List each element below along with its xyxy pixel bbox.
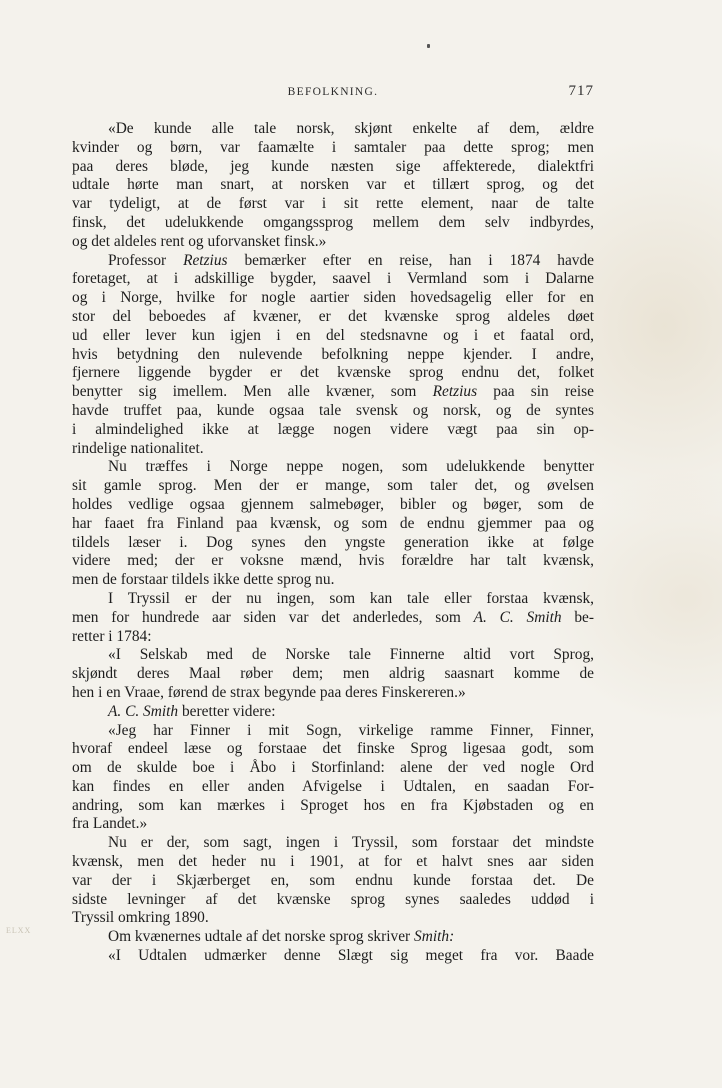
text-line: kvinder og børn, var faamælte i samtaler paa dette sprog; men	[72, 138, 594, 156]
text-line: «Jeg har Finner i mit Sogn, virkelige ramme Finner, Finner,	[108, 721, 594, 739]
text-line: sit gamle sprog. Men der er mange, som taler det, og øvelsen	[72, 477, 594, 495]
text-line: rindelige nationalitet.	[72, 439, 204, 457]
text-line: kan findes en eller anden Afvigelse i Udtalen, en saadan For-	[72, 777, 594, 795]
text-line: udtale hørte man snart, at norsken var et tillært sprog, og det	[72, 176, 594, 194]
text-line: ud eller lever kun igjen i en del stedsnavne og i et faatal ord,	[72, 326, 594, 344]
text-line: var der i Skjærberget en, som endnu kunde forstaa det. De	[72, 871, 594, 889]
text-line: «De kunde alle tale norsk, skjønt enkelte af dem, ældre	[108, 120, 594, 137]
italic-name: A. C. Smith	[473, 608, 562, 626]
text-run: paa sin reise	[477, 383, 594, 401]
text-line: Tryssil omkring 1890.	[72, 909, 209, 927]
text-line: tildels læser i. Dog synes den yngste generation ikke at følge	[72, 533, 594, 551]
text-line: og det aldeles rent og uforvansket finsk.»	[72, 232, 327, 250]
running-head	[72, 84, 594, 102]
text-line: i almindelighed ikke at lægge nogen videre vægt paa sin op-	[72, 420, 594, 438]
italic-name: Smith:	[414, 928, 455, 946]
text-run: Professor	[108, 251, 184, 269]
text-line: videre med; der er voksne mænd, hvis forældre har talt kvænsk,	[72, 552, 594, 570]
text-line: om de skulde boe i Åbo i Storfinland: alene der ved nogle Ord	[72, 759, 594, 777]
italic-name: Retzius	[183, 251, 228, 269]
text-line	[72, 928, 594, 947]
text-line: andring, som kan mærkes i Sproget hos en fra Kjøbstaden og en	[72, 796, 594, 814]
text-line: har faaet fra Finland paa kvænsk, og som de endnu gjemmer paa og	[72, 514, 594, 532]
page-number: 717	[568, 83, 594, 99]
text-line: retter i 1784:	[72, 627, 152, 645]
text-run: be-	[561, 608, 594, 626]
text-line: kvænsk, men det heder nu i 1901, at for et halvt snes aar siden	[72, 853, 594, 871]
text-line: men de forstaar tildels ikke dette sprog nu.	[72, 571, 335, 589]
text-run: Om kvænernes udtale af det norske sprog skriver	[108, 928, 415, 946]
text-line: sidste levninger af det kvænske sprog synes saaledes uddød i	[72, 890, 594, 908]
running-head-title: BEFOLKNING.	[287, 86, 379, 98]
margin-mark: ELXX	[6, 926, 32, 935]
text-line: fra Landet.»	[72, 815, 148, 833]
text-line: skjøndt deres Maal røber dem; men aldrig saasnart komme de	[72, 665, 594, 683]
text-line: hen i en Vraae, førend de strax begynde paa deres Finskereren.»	[72, 683, 466, 701]
text-line	[72, 383, 594, 402]
text-line: var tydeligt, at de først var i sit rette element, naar de talte	[72, 195, 594, 213]
text-run: beretter videre:	[178, 702, 276, 720]
text-run: benytter sig imellem. Men alle kvæner, som	[72, 383, 433, 401]
text-line: stor del beboedes af kvæner, er det kvænske sprog aldeles døet	[72, 307, 594, 325]
text-line: og i Norge, hvilke for nogle aartier siden hovedsagelig eller for en	[72, 289, 594, 307]
text-line: havde truffet paa, kunde ogsaa tale svensk og norsk, og de syntes	[72, 401, 594, 419]
text-run: bemærker efter en reise, han i 1874 havde	[227, 251, 594, 269]
italic-name: Retzius	[432, 383, 478, 401]
text-line: paa deres bløde, jeg kunde næsten sige affekterede, dialektfri	[72, 157, 594, 175]
text-line: finsk, det udelukkende omgangssprog mellem dem selv indbyrdes,	[72, 213, 594, 231]
text-line: hvoraf endeel læse og forstaae det finske Sprog ligesaa godt, som	[72, 740, 594, 758]
text-line: «I Udtalen udmærker denne Slægt sig meget fra vor. Baade	[108, 947, 594, 965]
body-text	[72, 120, 594, 966]
text-line: fjernere liggende bygder er det kvænske sprog endnu det, folket	[72, 364, 594, 382]
text-line: hvis betydning den nulevende befolkning neppe kjender. I andre,	[72, 345, 594, 363]
text-line: Nu er der, som sagt, ingen i Tryssil, som forstaar det mindste	[108, 834, 594, 852]
text-line: «I Selskab med de Norske tale Finnerne altid vort Sprog,	[108, 646, 594, 664]
text-line	[72, 609, 594, 628]
text-line: I Tryssil er der nu ingen, som kan tale eller forstaa kvænsk,	[108, 589, 594, 607]
text-line: holdes vedlige ogsaa gjennem salmebøger, bibler og bøger, som de	[72, 495, 594, 513]
text-line: Nu træffes i Norge neppe nogen, som udelukkende benytter	[108, 458, 594, 476]
italic-name: A. C. Smith	[108, 702, 179, 720]
ink-speck	[427, 44, 430, 48]
text-line	[72, 252, 594, 271]
text-line: foretaget, at i adskillige bygder, saavel i Vermland som i Dalarne	[72, 270, 594, 288]
text-line	[72, 703, 594, 722]
text-run: men for hundrede aar siden var det anderledes, som	[72, 608, 474, 626]
